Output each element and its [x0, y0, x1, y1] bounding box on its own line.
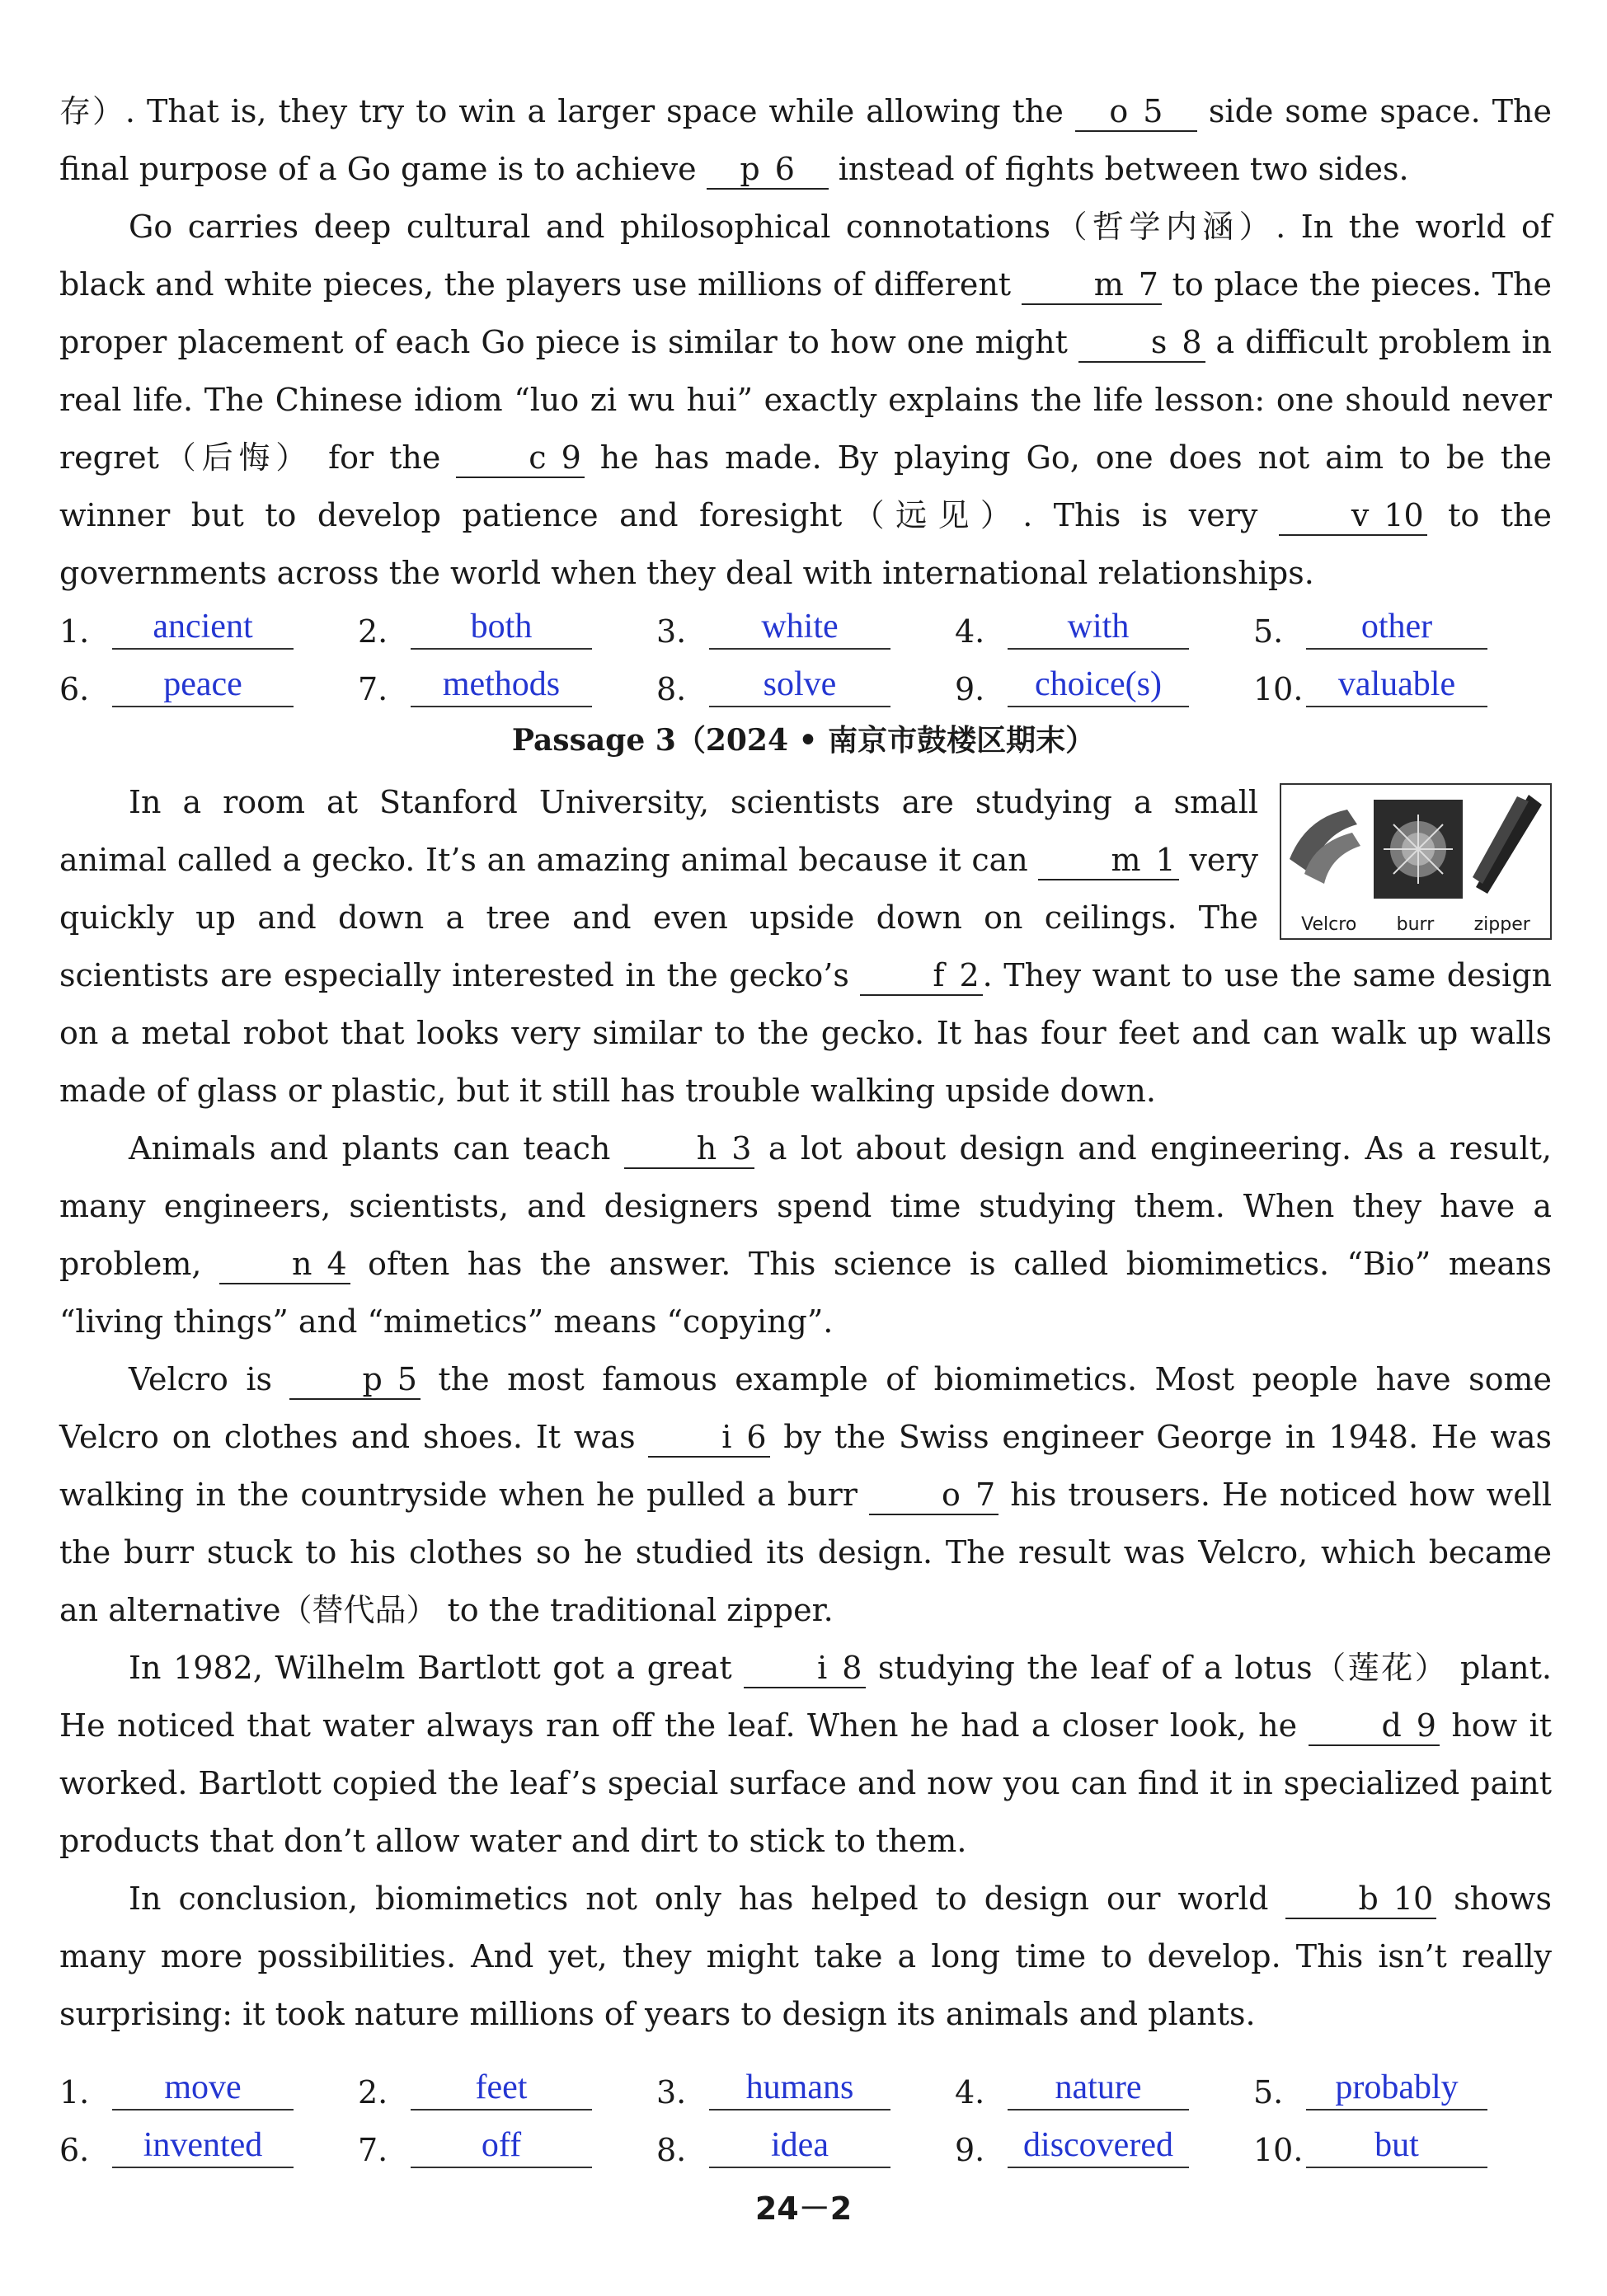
- passage2-answers: [59, 592, 1552, 707]
- answer-value: valuable: [1306, 663, 1487, 707]
- answer-item: 3. white: [656, 605, 955, 650]
- blank-i-6: i 6: [648, 1418, 770, 1458]
- passage3-para3: Velcro is p 5 the most famous example of biomimetics. Most people have some Velcro on clothes and shoes. It was i 6 by the Swiss engineer George in 1948. He was walking in the countryside when he pulled a burr o 7 his trousers. He noticed how well the burr stuck to his clothes so he studied its design. The result was Velcro, which became an alternative（替代品） to the traditional zipper.: [59, 1361, 1552, 1628]
- answer-item: 4. nature: [955, 2066, 1253, 2111]
- answer-value: ancient: [112, 605, 294, 650]
- figure-label-velcro: Velcro: [1301, 914, 1357, 935]
- figure-images: [1281, 785, 1550, 909]
- answer-value: humans: [709, 2066, 890, 2111]
- answer-row: [59, 2111, 1552, 2168]
- answer-value: methods: [411, 663, 592, 707]
- passage2-text: [59, 82, 1552, 602]
- passage3-para1: In a room at Stanford University, scientists are studying a small animal called a gecko. It’s an amazing animal because it can m 1 very quickly up and down a tree and even upside down on ceilings. The scientists are especially interested in the gecko’s f 2 . They want to use the same design on a metal robot that looks very similar to the gecko. It has four feet and can walk up walls made of glass or plastic, but it still has trouble walking upside down.: [59, 784, 1552, 1109]
- answer-value: other: [1306, 605, 1487, 650]
- blank-v-10: v 10: [1279, 496, 1427, 536]
- passage2-para2: Go carries deep cultural and philosophical connotations（哲学内涵）. In the world of black and white pieces, the players use millions of different m 7 to place the pieces. The proper placement of each Go piece is similar to how one might s 8 a difficult problem in real life. The Chinese idiom “luo zi wu hui” exactly explains the life lesson: one should never regret（后悔） for the c 9 he has made. By playing Go, one does not aim to be the winner but to develop patience and foresight（远见）. This is very v 10 to the governments across the world when they deal with international relationships.: [59, 209, 1553, 591]
- blank-i-8: i 8: [744, 1649, 866, 1688]
- blank-d-9: d 9: [1309, 1707, 1440, 1746]
- answer-item: 1. move: [59, 2066, 358, 2111]
- blank-c-9: c 9: [456, 439, 584, 478]
- answer-value: discovered: [1008, 2124, 1189, 2168]
- page-number: 24－2: [754, 2190, 853, 2227]
- answer-item: 7. off: [358, 2124, 656, 2168]
- figure-label-burr: burr: [1396, 914, 1435, 935]
- blank-h-3: h 3: [624, 1129, 755, 1169]
- answer-value: solve: [709, 663, 890, 707]
- answer-item: 8. idea: [656, 2124, 955, 2168]
- answer-value: choice(s): [1008, 663, 1189, 707]
- passage2-para1: 存）. That is, they try to win a larger space while allowing the o 5 side some space. The final purpose of a Go game is to achieve p 6 instead of fights between two sides.: [59, 82, 1552, 198]
- blank-p-5: p 5: [289, 1360, 421, 1400]
- answer-value: feet: [411, 2066, 592, 2111]
- passage3-para2: Animals and plants can teach h 3 a lot about design and engineering. As a result, many engineers, scientists, and designers spend time studying them. When they have a problem, n 4 often has the answer. This science is called biomimetics. “Bio” means “living things” and “mimetics” means “copying”.: [59, 1130, 1552, 1340]
- passage3-para4: In 1982, Wilhelm Bartlott got a great i 8 studying the leaf of a lotus（莲花） plant. He noticed that water always ran off the leaf. When he had a closer look, he d 9 how it worked. Bartlott copied the leaf’s special surface and now you can find it in specialized paint products that don’t allow water and dirt to stick to them.: [59, 1650, 1552, 1859]
- blank-m-1: m 1: [1038, 841, 1178, 880]
- blank-m-7: m 7: [1022, 265, 1162, 305]
- answer-value: peace: [112, 663, 294, 707]
- answer-item: 9. choice(s): [955, 663, 1253, 707]
- answer-item: 3. humans: [656, 2066, 955, 2111]
- answer-row: [59, 592, 1552, 650]
- answer-value: nature: [1008, 2066, 1189, 2111]
- blank-n-4: n 4: [219, 1245, 350, 1284]
- blank-s-8: s 8: [1078, 323, 1205, 363]
- answer-item: 9. discovered: [955, 2124, 1253, 2168]
- answer-row: [59, 2053, 1552, 2111]
- answer-item: 2. both: [358, 605, 656, 650]
- figure-label-zipper: zipper: [1473, 914, 1530, 935]
- velcro-burr-zipper-figure: [1280, 783, 1552, 940]
- answer-item: 4. with: [955, 605, 1253, 650]
- answer-value: probably: [1306, 2066, 1487, 2111]
- answer-item: 6. peace: [59, 663, 358, 707]
- answer-item: 6. invented: [59, 2124, 358, 2168]
- answer-item: 7. methods: [358, 663, 656, 707]
- answer-item: 10. but: [1253, 2124, 1552, 2168]
- passage3-title: Passage 3（2024 • 南京市鼓楼区期末）: [511, 723, 1096, 758]
- answer-item: 10. valuable: [1253, 663, 1552, 707]
- answer-value: off: [411, 2124, 592, 2168]
- answer-value: move: [112, 2066, 294, 2111]
- answer-value: invented: [112, 2124, 294, 2168]
- answer-value: with: [1008, 605, 1189, 650]
- blank-b-10: b 10: [1285, 1880, 1436, 1919]
- answer-value: both: [411, 605, 592, 650]
- figure-labels: [1281, 915, 1550, 935]
- blank-f-2: f 2: [860, 956, 982, 996]
- passage3-answers: [59, 2053, 1552, 2168]
- answer-value: idea: [709, 2124, 890, 2168]
- answer-row: [59, 650, 1552, 707]
- passage3-text: [59, 773, 1552, 2043]
- blank-o-5: o 5: [1075, 92, 1197, 132]
- answer-item: 5. other: [1253, 605, 1552, 650]
- passage3-para5: In conclusion, biomimetics not only has helped to design our world b 10 shows many more possibilities. And yet, they might take a long time to develop. This isn’t really surprising: it took nature millions of years to design its animals and plants.: [59, 1880, 1552, 2032]
- answer-value: but: [1306, 2124, 1487, 2168]
- answer-item: 8. solve: [656, 663, 955, 707]
- blank-o-7: o 7: [869, 1476, 999, 1515]
- answer-item: 2. feet: [358, 2066, 656, 2111]
- blank-p-6: p 6: [707, 150, 829, 190]
- answer-item: 1. ancient: [59, 605, 358, 650]
- answer-value: white: [709, 605, 890, 650]
- answer-item: 5. probably: [1253, 2066, 1552, 2111]
